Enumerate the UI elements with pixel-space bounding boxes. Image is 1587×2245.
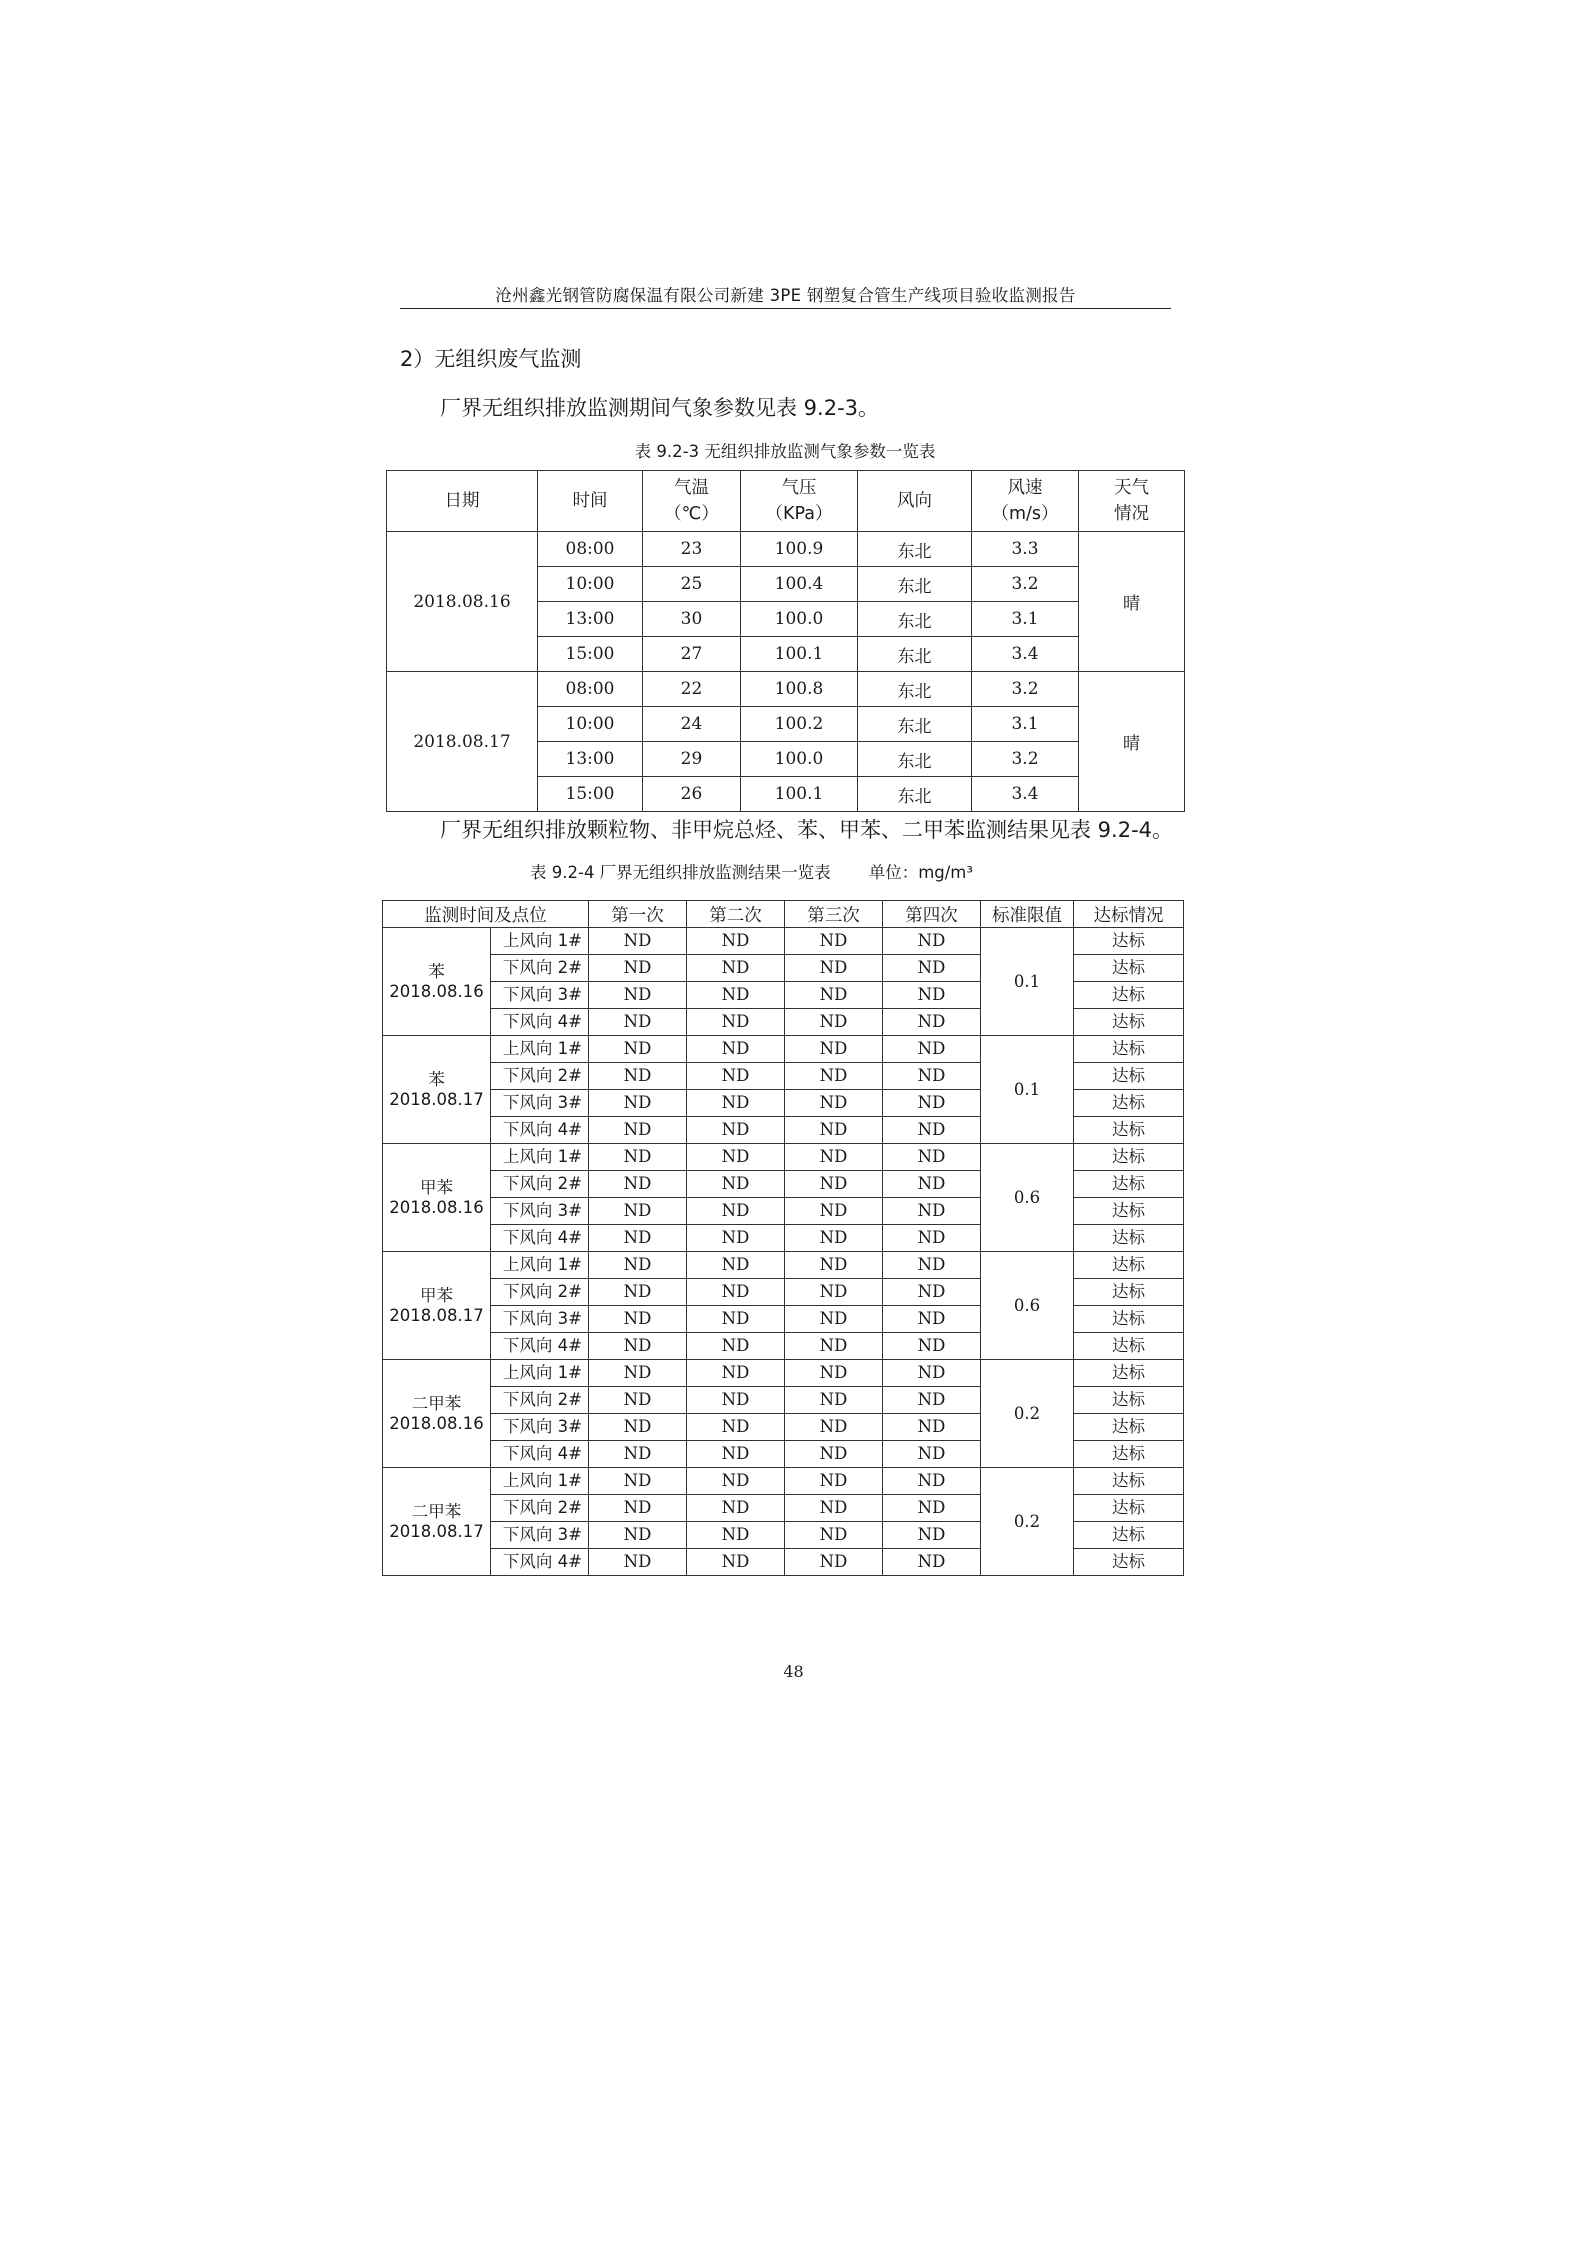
monitoring-date: 2018.08.16 [389,1413,484,1433]
wind-direction-cell: 东北 [858,637,972,672]
round-2-cell: ND [687,1198,785,1225]
header-status: 达标情况 [1074,901,1184,928]
position-cell: 下风向 4# [491,1225,589,1252]
round-4-cell: ND [883,1171,981,1198]
table-row [383,1252,1184,1279]
position-cell: 下风向 3# [491,1198,589,1225]
round-3-cell: ND [785,1468,883,1495]
date-cell: 2018.08.16 [387,532,538,672]
header-round-3: 第三次 [785,901,883,928]
wind-speed-cell: 3.2 [972,672,1079,707]
status-cell: 达标 [1074,982,1184,1009]
status-cell: 达标 [1074,928,1184,955]
round-4-cell: ND [883,982,981,1009]
round-4-cell: ND [883,1387,981,1414]
round-3-cell: ND [785,1306,883,1333]
substance-name: 二甲苯 [411,1501,462,1521]
round-1-cell: ND [589,1225,687,1252]
round-3-cell: ND [785,982,883,1009]
time-cell: 15:00 [538,637,643,672]
pressure-cell: 100.8 [741,672,858,707]
header-wind-speed: 风速 （m/s） [972,471,1079,532]
position-cell: 下风向 3# [491,1414,589,1441]
position-cell: 上风向 1# [491,1036,589,1063]
limit-cell: 0.1 [981,1036,1074,1144]
round-4-cell: ND [883,1009,981,1036]
wind-speed-cell: 3.4 [972,777,1079,812]
time-cell: 13:00 [538,602,643,637]
header-rule [400,308,1171,309]
status-cell: 达标 [1074,1468,1184,1495]
round-4-cell: ND [883,1495,981,1522]
round-1-cell: ND [589,1279,687,1306]
paragraph-weather-intro: 厂界无组织排放监测期间气象参数见表 9.2-3。 [440,396,880,420]
round-3-cell: ND [785,1009,883,1036]
position-cell: 下风向 4# [491,1009,589,1036]
temperature-cell: 23 [643,532,741,567]
table-9-2-3-caption: 表 9.2-3 无组织排放监测气象参数一览表 [634,442,936,461]
round-3-cell: ND [785,1549,883,1576]
round-4-cell: ND [883,1414,981,1441]
temperature-cell: 25 [643,567,741,602]
status-cell: 达标 [1074,1144,1184,1171]
status-cell: 达标 [1074,1333,1184,1360]
round-2-cell: ND [687,1441,785,1468]
round-2-cell: ND [687,1387,785,1414]
round-4-cell: ND [883,1306,981,1333]
substance-name: 甲苯 [420,1285,453,1305]
round-2-cell: ND [687,1522,785,1549]
status-cell: 达标 [1074,1063,1184,1090]
table-row [383,1360,1184,1387]
time-cell: 08:00 [538,672,643,707]
round-2-cell: ND [687,1144,785,1171]
status-cell: 达标 [1074,1198,1184,1225]
round-3-cell: ND [785,1414,883,1441]
substance-date-cell [383,928,491,1036]
substance-date-cell [383,1252,491,1360]
wind-speed-cell: 3.2 [972,742,1079,777]
page-number: 48 [783,1662,804,1681]
caption-unit: 单位：mg/m³ [868,863,973,882]
substance-date-cell [383,1360,491,1468]
position-cell: 下风向 3# [491,1306,589,1333]
substance-date-cell [383,1036,491,1144]
round-3-cell: ND [785,1495,883,1522]
wind-direction-cell: 东北 [858,532,972,567]
time-cell: 15:00 [538,777,643,812]
round-2-cell: ND [687,982,785,1009]
round-1-cell: ND [589,1549,687,1576]
header-date: 日期 [387,471,538,532]
round-2-cell: ND [687,1252,785,1279]
wind-direction-cell: 东北 [858,672,972,707]
round-1-cell: ND [589,1495,687,1522]
monitoring-date: 2018.08.16 [389,981,484,1001]
round-4-cell: ND [883,1063,981,1090]
status-cell: 达标 [1074,1495,1184,1522]
status-cell: 达标 [1074,1441,1184,1468]
round-1-cell: ND [589,1198,687,1225]
round-4-cell: ND [883,955,981,982]
pressure-cell: 100.2 [741,707,858,742]
round-4-cell: ND [883,928,981,955]
round-3-cell: ND [785,1198,883,1225]
pressure-cell: 100.1 [741,637,858,672]
pressure-cell: 100.9 [741,532,858,567]
paragraph-results-intro: 厂界无组织排放颗粒物、非甲烷总烃、苯、甲苯、二甲苯监测结果见表 9.2-4。 [440,818,1174,842]
wind-direction-cell: 东北 [858,777,972,812]
round-2-cell: ND [687,1063,785,1090]
round-2-cell: ND [687,1171,785,1198]
round-4-cell: ND [883,1117,981,1144]
round-1-cell: ND [589,1441,687,1468]
round-2-cell: ND [687,1414,785,1441]
round-1-cell: ND [589,1036,687,1063]
round-2-cell: ND [687,1549,785,1576]
round-4-cell: ND [883,1333,981,1360]
round-2-cell: ND [687,1090,785,1117]
temperature-cell: 22 [643,672,741,707]
status-cell: 达标 [1074,1225,1184,1252]
wind-direction-cell: 东北 [858,707,972,742]
position-cell: 下风向 4# [491,1441,589,1468]
round-2-cell: ND [687,1333,785,1360]
round-4-cell: ND [883,1252,981,1279]
position-cell: 下风向 3# [491,982,589,1009]
status-cell: 达标 [1074,1090,1184,1117]
round-1-cell: ND [589,1414,687,1441]
status-cell: 达标 [1074,1522,1184,1549]
round-3-cell: ND [785,1522,883,1549]
status-cell: 达标 [1074,1414,1184,1441]
monitoring-date: 2018.08.17 [389,1305,484,1325]
position-cell: 上风向 1# [491,1360,589,1387]
status-cell: 达标 [1074,1009,1184,1036]
position-cell: 下风向 4# [491,1117,589,1144]
round-1-cell: ND [589,1063,687,1090]
round-2-cell: ND [687,1117,785,1144]
wind-speed-cell: 3.4 [972,637,1079,672]
pressure-cell: 100.1 [741,777,858,812]
round-4-cell: ND [883,1090,981,1117]
table-row [383,1144,1184,1171]
round-1-cell: ND [589,1144,687,1171]
status-cell: 达标 [1074,1549,1184,1576]
position-cell: 上风向 1# [491,1144,589,1171]
status-cell: 达标 [1074,1306,1184,1333]
table-row [383,928,1184,955]
substance-name: 苯 [428,1069,445,1089]
round-1-cell: ND [589,1387,687,1414]
weather-cell: 晴 [1079,532,1185,672]
temperature-cell: 30 [643,602,741,637]
round-1-cell: ND [589,955,687,982]
wind-direction-cell: 东北 [858,602,972,637]
round-4-cell: ND [883,1279,981,1306]
caption-title: 表 9.2-4 厂界无组织排放监测结果一览表 [530,863,831,882]
limit-cell: 0.6 [981,1252,1074,1360]
position-cell: 下风向 2# [491,1171,589,1198]
round-1-cell: ND [589,1171,687,1198]
status-cell: 达标 [1074,1117,1184,1144]
monitoring-date: 2018.08.17 [389,1521,484,1541]
header-round-4: 第四次 [883,901,981,928]
round-3-cell: ND [785,1252,883,1279]
header-time: 时间 [538,471,643,532]
round-3-cell: ND [785,1333,883,1360]
round-1-cell: ND [589,1252,687,1279]
round-3-cell: ND [785,1360,883,1387]
position-cell: 下风向 4# [491,1333,589,1360]
monitoring-date: 2018.08.16 [389,1197,484,1217]
wind-speed-cell: 3.3 [972,532,1079,567]
round-2-cell: ND [687,1306,785,1333]
position-cell: 下风向 3# [491,1090,589,1117]
round-1-cell: ND [589,1333,687,1360]
position-cell: 下风向 2# [491,1387,589,1414]
time-cell: 08:00 [538,532,643,567]
date-cell: 2018.08.17 [387,672,538,812]
status-cell: 达标 [1074,1279,1184,1306]
table-header-row [383,901,1184,928]
round-4-cell: ND [883,1441,981,1468]
round-4-cell: ND [883,1468,981,1495]
round-1-cell: ND [589,1117,687,1144]
round-4-cell: ND [883,1360,981,1387]
round-1-cell: ND [589,1090,687,1117]
header-weather: 天气 情况 [1079,471,1185,532]
table-row [387,672,1185,707]
substance-date-cell [383,1144,491,1252]
position-cell: 下风向 2# [491,1495,589,1522]
substance-name: 二甲苯 [411,1393,462,1413]
time-cell: 10:00 [538,567,643,602]
round-4-cell: ND [883,1198,981,1225]
time-cell: 10:00 [538,707,643,742]
table-row [387,532,1185,567]
limit-cell: 0.2 [981,1468,1074,1576]
round-1-cell: ND [589,1009,687,1036]
round-4-cell: ND [883,1549,981,1576]
round-2-cell: ND [687,1495,785,1522]
header-temperature: 气温 （℃） [643,471,741,532]
position-cell: 上风向 1# [491,1252,589,1279]
round-1-cell: ND [589,1306,687,1333]
status-cell: 达标 [1074,1252,1184,1279]
round-1-cell: ND [589,1468,687,1495]
time-cell: 13:00 [538,742,643,777]
limit-cell: 0.6 [981,1144,1074,1252]
wind-speed-cell: 3.1 [972,602,1079,637]
weather-cell: 晴 [1079,672,1185,812]
header-wind-direction: 风向 [858,471,972,532]
round-3-cell: ND [785,1036,883,1063]
substance-name: 甲苯 [420,1177,453,1197]
position-cell: 下风向 2# [491,1063,589,1090]
temperature-cell: 26 [643,777,741,812]
pressure-cell: 100.0 [741,742,858,777]
round-3-cell: ND [785,955,883,982]
wind-direction-cell: 东北 [858,567,972,602]
wind-direction-cell: 东北 [858,742,972,777]
round-1-cell: ND [589,1360,687,1387]
position-cell: 下风向 4# [491,1549,589,1576]
round-2-cell: ND [687,1468,785,1495]
position-cell: 上风向 1# [491,1468,589,1495]
table-row [383,1468,1184,1495]
round-2-cell: ND [687,1279,785,1306]
table-9-2-4-caption [530,859,973,883]
round-3-cell: ND [785,1225,883,1252]
limit-cell: 0.2 [981,1360,1074,1468]
status-cell: 达标 [1074,1171,1184,1198]
status-cell: 达标 [1074,1360,1184,1387]
round-2-cell: ND [687,955,785,982]
substance-name: 苯 [428,961,445,981]
header-pressure: 气压 （KPa） [741,471,858,532]
wind-speed-cell: 3.1 [972,707,1079,742]
temperature-cell: 27 [643,637,741,672]
header-time-point: 监测时间及点位 [383,901,589,928]
monitoring-results-table [382,900,1184,1576]
pressure-cell: 100.0 [741,602,858,637]
round-3-cell: ND [785,1063,883,1090]
header-limit: 标准限值 [981,901,1074,928]
temperature-cell: 24 [643,707,741,742]
round-2-cell: ND [687,1360,785,1387]
round-1-cell: ND [589,1522,687,1549]
position-cell: 下风向 2# [491,955,589,982]
round-3-cell: ND [785,1144,883,1171]
round-3-cell: ND [785,928,883,955]
round-4-cell: ND [883,1225,981,1252]
round-3-cell: ND [785,1441,883,1468]
round-3-cell: ND [785,1117,883,1144]
status-cell: 达标 [1074,955,1184,982]
round-2-cell: ND [687,928,785,955]
pressure-cell: 100.4 [741,567,858,602]
monitoring-date: 2018.08.17 [389,1089,484,1109]
status-cell: 达标 [1074,1036,1184,1063]
table-header-row [387,471,1185,532]
temperature-cell: 29 [643,742,741,777]
table-row [383,1036,1184,1063]
round-4-cell: ND [883,1144,981,1171]
round-3-cell: ND [785,1090,883,1117]
weather-parameters-table [386,470,1185,812]
wind-speed-cell: 3.2 [972,567,1079,602]
section-heading: 2）无组织废气监测 [400,347,582,371]
round-2-cell: ND [687,1225,785,1252]
header-round-1: 第一次 [589,901,687,928]
substance-date-cell [383,1468,491,1576]
round-3-cell: ND [785,1387,883,1414]
round-3-cell: ND [785,1279,883,1306]
header-round-2: 第二次 [687,901,785,928]
round-1-cell: ND [589,982,687,1009]
position-cell: 下风向 2# [491,1279,589,1306]
round-2-cell: ND [687,1009,785,1036]
position-cell: 上风向 1# [491,928,589,955]
round-1-cell: ND [589,928,687,955]
round-2-cell: ND [687,1036,785,1063]
limit-cell: 0.1 [981,928,1074,1036]
round-4-cell: ND [883,1036,981,1063]
position-cell: 下风向 3# [491,1522,589,1549]
page-header: 沧州鑫光钢管防腐保温有限公司新建 3PE 钢塑复合管生产线项目验收监测报告 [495,286,1076,305]
round-4-cell: ND [883,1522,981,1549]
status-cell: 达标 [1074,1387,1184,1414]
round-3-cell: ND [785,1171,883,1198]
